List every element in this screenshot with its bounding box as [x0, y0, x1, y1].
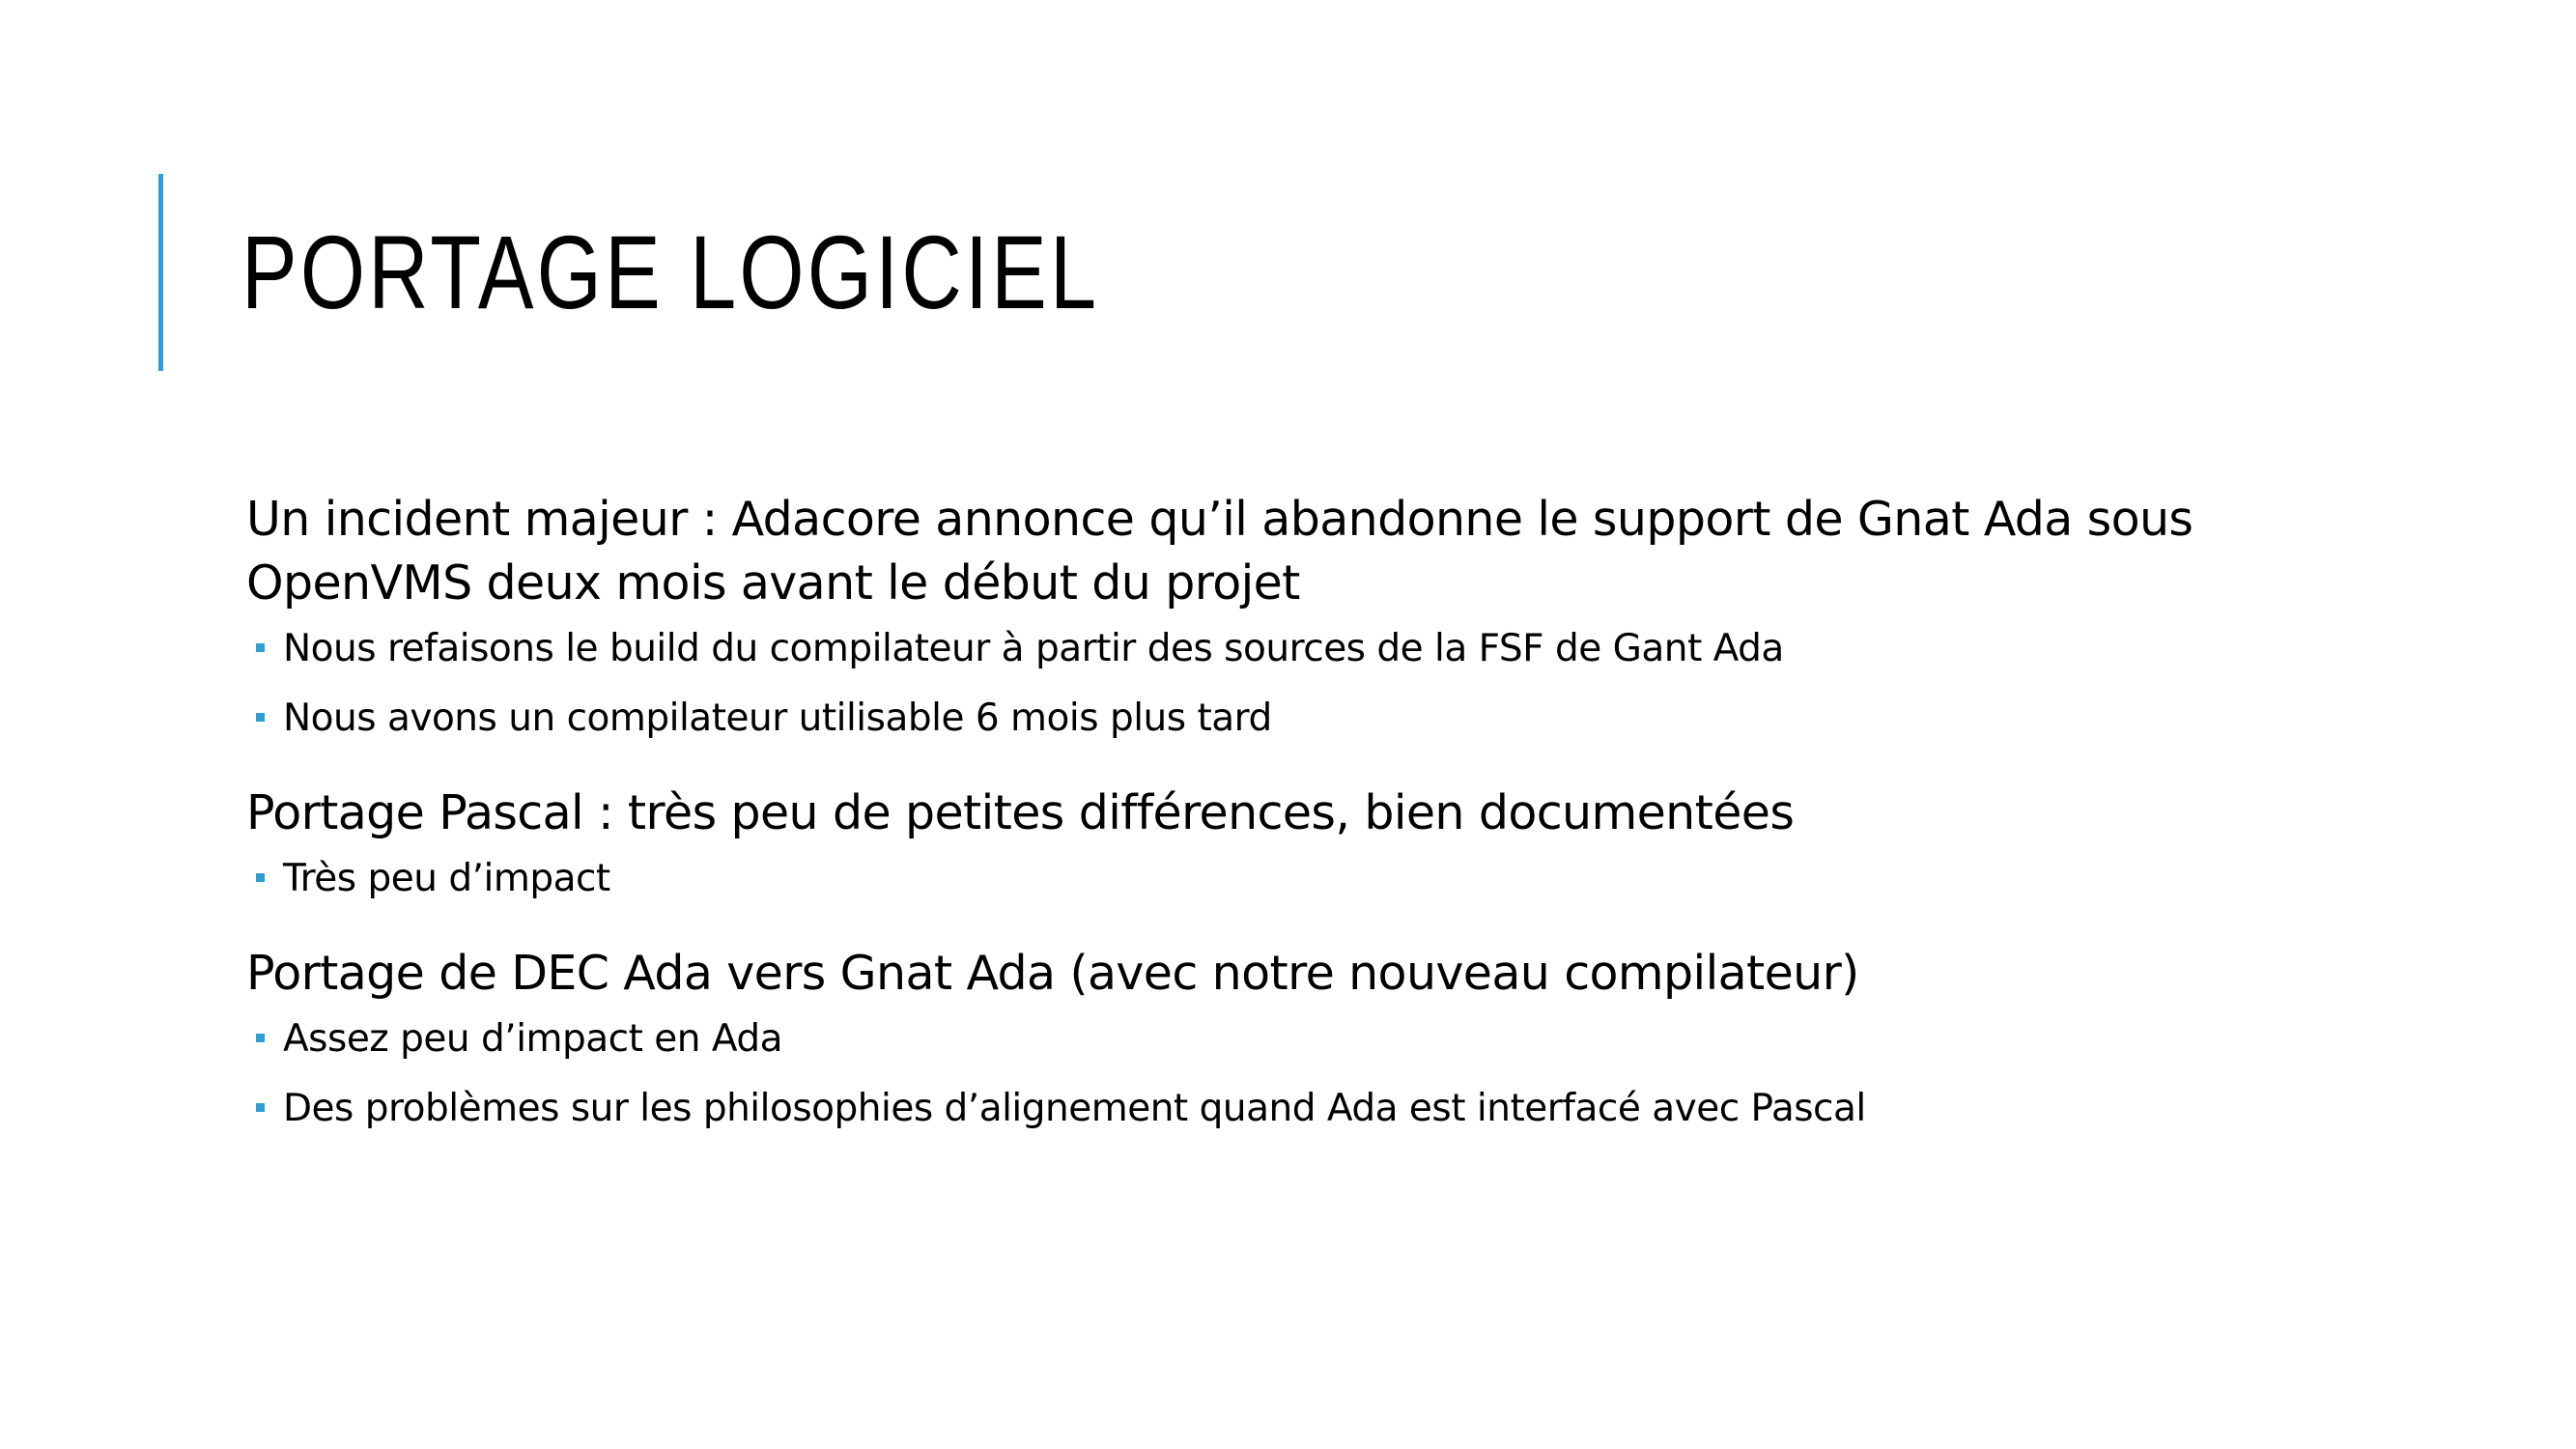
bullet-item [246, 693, 2371, 745]
content-section [246, 942, 2371, 1135]
title-accent-bar [158, 174, 163, 371]
section-heading: Portage de DEC Ada vers Gnat Ada (avec notre nouveau compilateur) [246, 946, 1859, 1001]
bullet-list [246, 1013, 2371, 1135]
bullet-text: Nous avons un compilateur utilisable 6 mois plus tard [283, 696, 1272, 740]
bullet-text: Nous refaisons le build du compilateur à partir des sources de la FSF de Gant Ada [283, 627, 1784, 670]
bullet-list [246, 623, 2371, 745]
slide-title: PORTAGE LOGICIEL [241, 213, 1100, 330]
content-section [246, 488, 2371, 745]
section-heading: Portage Pascal : très peu de petites différences, bien documentées [246, 785, 1795, 840]
bullet-item [246, 623, 2371, 675]
bullet-item [246, 853, 2371, 905]
bullet-item [246, 1083, 2371, 1135]
slide-content [246, 488, 2371, 1135]
square-bullet-icon [256, 1034, 265, 1042]
bullet-text: Des problèmes sur les philosophies d’alignement quand Ada est interfacé avec Pascal [283, 1087, 1866, 1130]
bullet-list [246, 853, 2371, 905]
bullet-item [246, 1013, 2371, 1065]
bullet-text: Assez peu d’impact en Ada [283, 1017, 783, 1061]
square-bullet-icon [256, 1103, 265, 1112]
content-section [246, 781, 2371, 905]
bullet-text: Très peu d’impact [283, 857, 610, 900]
square-bullet-icon [256, 643, 265, 652]
square-bullet-icon [256, 873, 265, 882]
square-bullet-icon [256, 713, 265, 722]
section-heading: Un incident majeur : Adacore annonce qu’il abandonne le support de Gnat Ada sous OpenVMS deux mois avant le début du projet [246, 492, 2194, 611]
